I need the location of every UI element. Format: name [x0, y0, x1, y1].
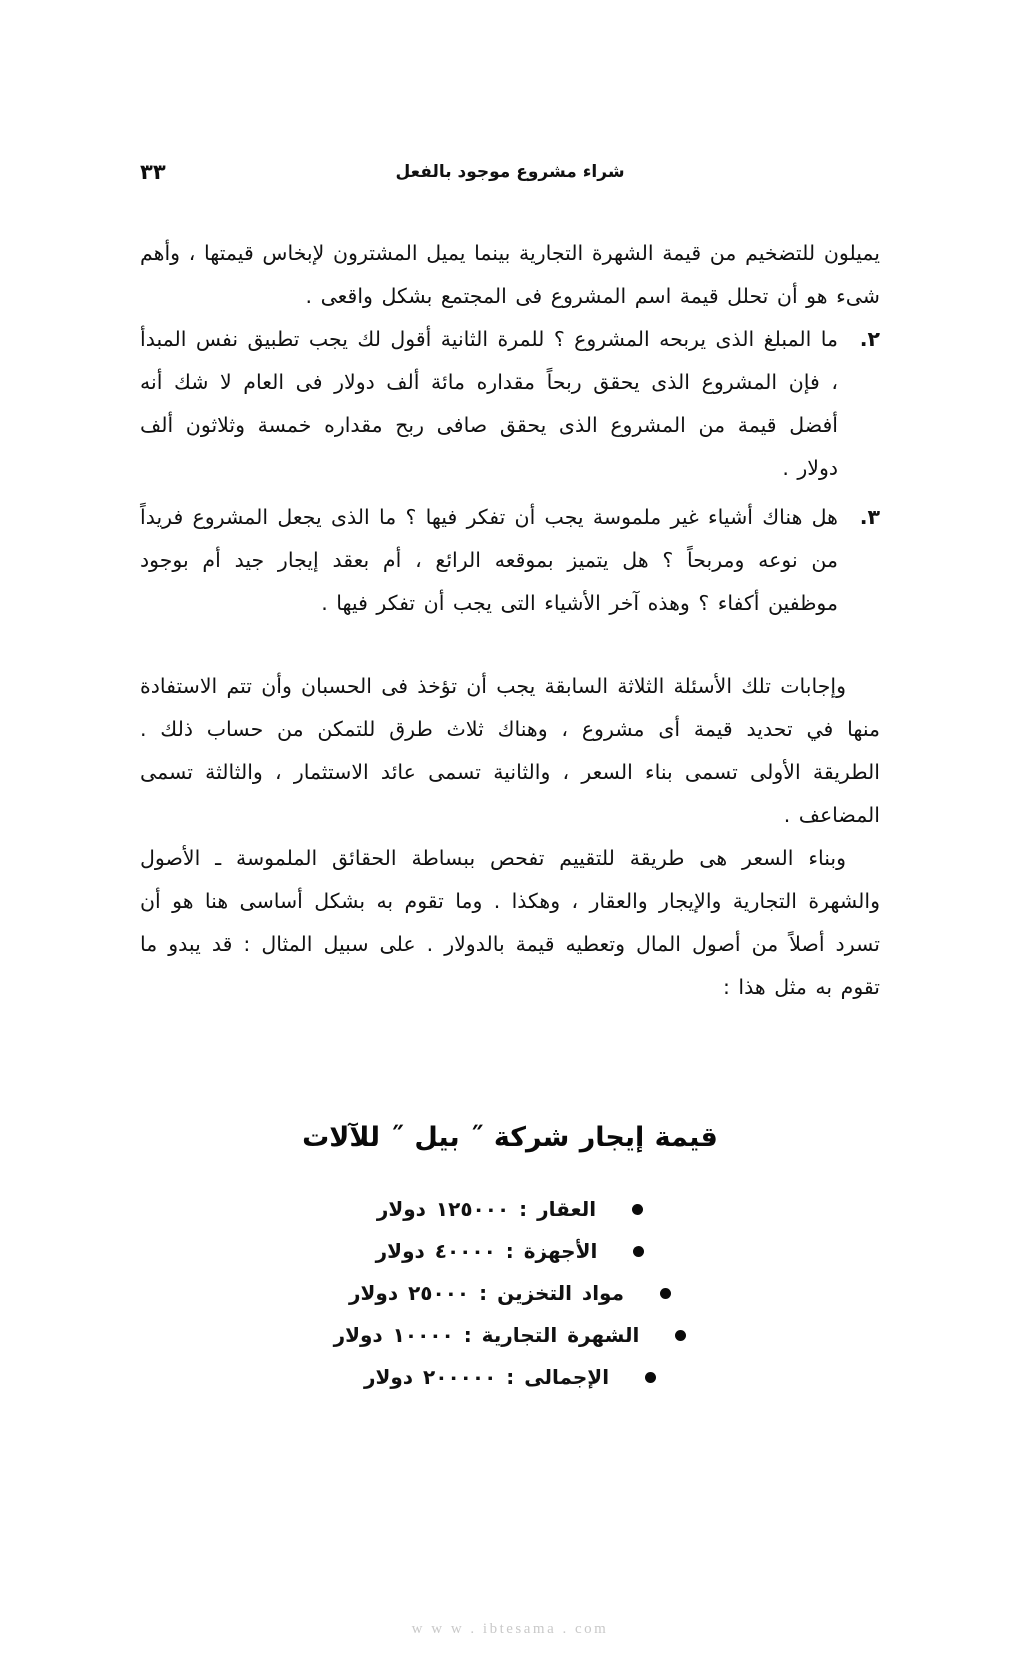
paragraph-price-build: وبناء السعر هى طريقة للتقييم تفحص ببساطة الحقائق الملموسة ـ الأصول والشهرة التجارية والإيجار والعقار ، وهكذا . وما تقوم به بشكل أساسى هنا هو أن تسرد أصلاً من أصول المال وتعطيه قيمة بالدولار . على سبيل المثال : قد يبدو ما تقوم به مثل هذا : — [140, 846, 880, 999]
running-head — [140, 160, 880, 192]
bullet-icon — [660, 1288, 671, 1299]
asset-separator: : — [519, 1197, 528, 1221]
asset-amount: ٤٠٠٠٠ — [434, 1239, 496, 1263]
asset-currency: دولار — [376, 1197, 426, 1221]
asset-label: العقار — [537, 1197, 597, 1221]
asset-label: الإجمالى — [524, 1365, 610, 1389]
numbered-question-list — [140, 318, 880, 625]
asset-amount: ٢٠٠٠٠٠ — [423, 1365, 497, 1389]
asset-line — [377, 1197, 596, 1221]
footer-watermark: w w w . ibtesama . com — [411, 1621, 609, 1637]
asset-currency: دولار — [349, 1281, 399, 1305]
list-item-text: هل هناك أشياء غير ملموسة يجب أن تفكر فيها ؟ ما الذى يجعل المشروع فريداً من نوعه ومربحاً ؟ هل يتميز بموقعه الرائع ، أم بعقد إيجار جيد أم بوجود موظفين أكفاء ؟ وهذه آخر الأشياء التى يجب أن تفكر فيها . — [140, 505, 838, 615]
paragraph-spacer — [140, 631, 880, 665]
asset-currency: دولار — [375, 1239, 425, 1263]
asset-line — [376, 1239, 598, 1263]
list-item — [140, 1272, 880, 1314]
asset-line — [334, 1323, 640, 1347]
asset-separator: : — [506, 1365, 515, 1389]
asset-line — [364, 1365, 609, 1389]
asset-label: الأجهزة — [523, 1239, 598, 1263]
list-marker: ٣. — [859, 505, 880, 529]
asset-label: الشهرة التجارية — [481, 1323, 640, 1347]
bullet-icon — [675, 1330, 686, 1341]
paragraph-valuation-methods: وإجابات تلك الأسئلة الثلاثة السابقة يجب أن تؤخذ فى الحسبان وأن تتم الاستفادة منها في تحديد قيمة أى مشروع ، وهناك ثلاث طرق للتمكن من حساب ذلك . الطريقة الأولى تسمى بناء السعر ، والثانية تسمى عائد الاستثمار ، والثالثة تسمى المضاعف . — [140, 674, 880, 827]
asset-separator: : — [463, 1323, 472, 1347]
bullet-icon — [632, 1204, 643, 1215]
list-item-text: ما المبلغ الذى يربحه المشروع ؟ للمرة الثانية أقول لك يجب تطبيق نفس المبدأ ، فإن المشروع الذى يحقق ربحاً مقداره مائة ألف دولار فى العام لا شك أنه أفضل قيمة من المشروع الذى يحقق صافى ربح مقداره خمسة وثلاثون ألف دولار . — [140, 327, 838, 480]
list-item — [140, 496, 880, 625]
text-column — [140, 232, 880, 1009]
page-number: ٣٣ — [140, 160, 166, 184]
opening-paragraph: يميلون للتضخيم من قيمة الشهرة التجارية بينما يميل المشترون لإبخاس قيمتها ، وأهم شىء هو أن تحلل قيمة اسم المشروع فى المجتمع بشكل واقعى . — [140, 241, 880, 308]
list-item — [140, 1188, 880, 1230]
running-title: شراء مشروع موجود بالفعل — [395, 162, 625, 182]
bullet-icon — [645, 1372, 656, 1383]
example-heading: قيمة إيجار شركة ˝ بيل ˝ للآلات — [302, 1122, 718, 1153]
asset-line — [349, 1281, 624, 1305]
list-item — [140, 1314, 880, 1356]
asset-label: مواد التخزين — [497, 1281, 624, 1305]
asset-amount: ١٠٠٠٠ — [392, 1323, 454, 1347]
asset-currency: دولار — [333, 1323, 383, 1347]
asset-currency: دولار — [363, 1365, 414, 1389]
bullet-icon — [633, 1246, 644, 1257]
asset-value-list — [140, 1188, 880, 1398]
list-item — [140, 1356, 880, 1398]
list-marker: ٢. — [859, 327, 880, 351]
list-item — [140, 318, 880, 490]
list-item — [140, 1230, 880, 1272]
asset-amount: ٢٥٠٠٠ — [408, 1281, 470, 1305]
asset-amount: ١٢٥٠٠٠ — [435, 1197, 510, 1221]
asset-separator: : — [479, 1281, 488, 1305]
asset-separator: : — [505, 1239, 514, 1263]
